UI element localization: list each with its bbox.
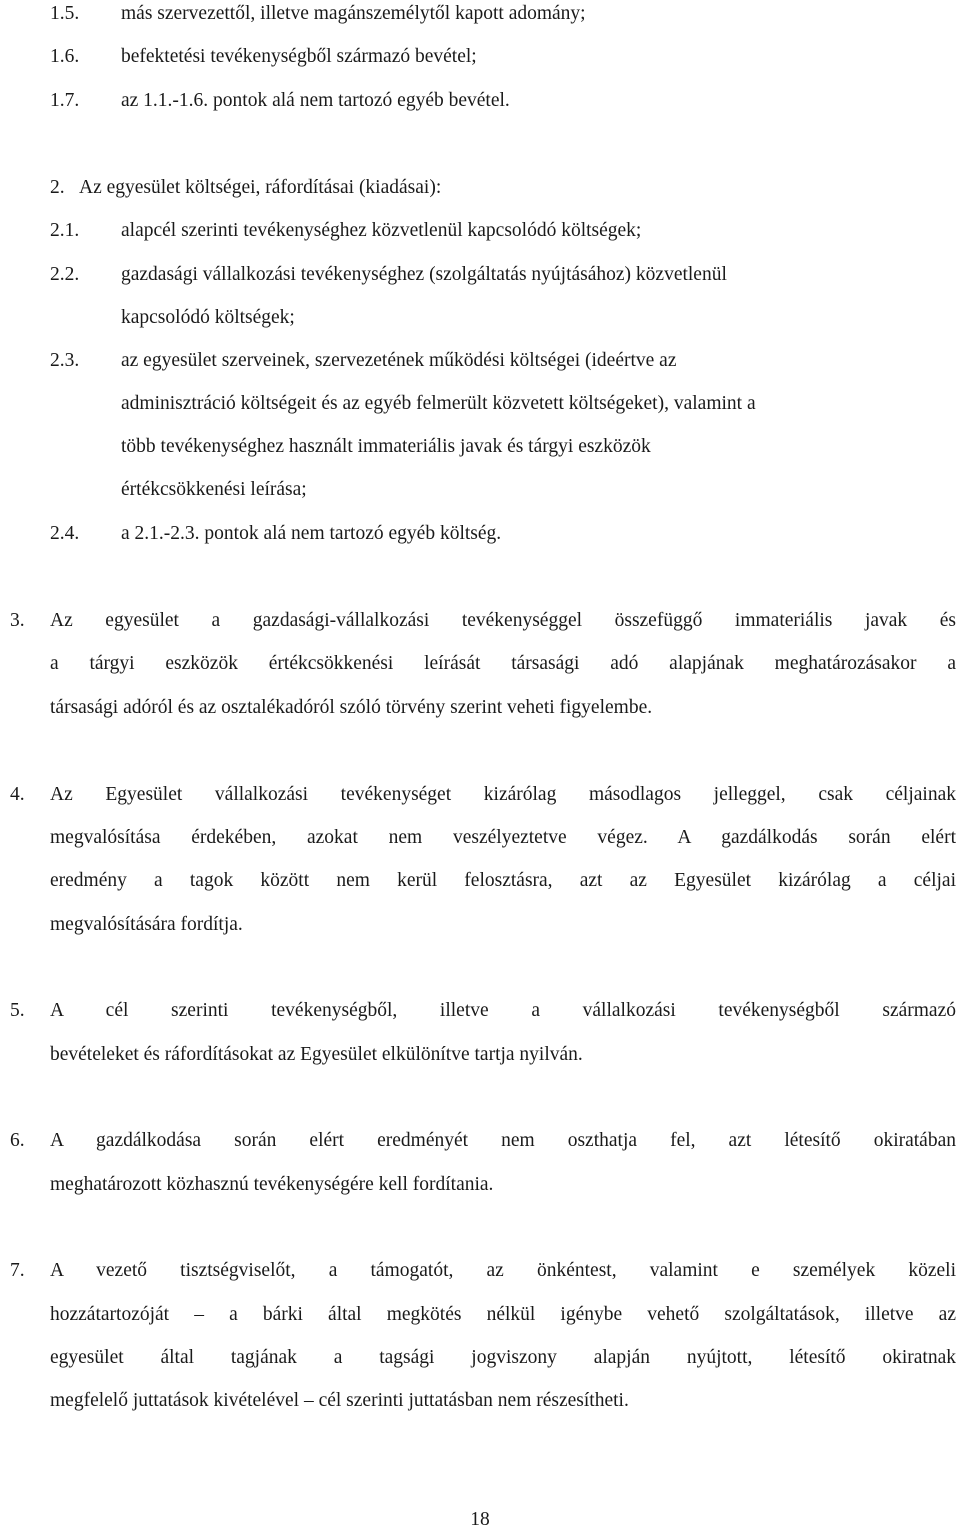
paragraph-line: A cél szerinti tevékenységből, illetve a vállalkozási tevékenységből származó [50, 1000, 956, 1021]
paragraph-line: Az egyesület a gazdasági-vállalkozási tevékenységgel összefüggő immateriális javak és [50, 610, 956, 631]
section-title: Az egyesület költségei, ráfordításai (kiadásai): [79, 177, 442, 198]
paragraph-line: megfelelő juttatások kivételével – cél szerinti juttatásban nem részesítheti. [50, 1390, 629, 1411]
paragraph-number: 7. [10, 1260, 25, 1281]
section-number: 2. [50, 177, 65, 198]
paragraph-line: társasági adóról és az osztalékadóról szóló törvény szerint veheti figyelembe. [50, 697, 653, 718]
paragraph-line: megvalósítására fordítja. [50, 914, 243, 935]
item-number: 2.1. [50, 220, 80, 241]
item-number: 2.3. [50, 350, 80, 371]
item-number: 1.5. [50, 3, 80, 24]
paragraph-number: 3. [10, 610, 25, 631]
item-number: 2.2. [50, 264, 80, 285]
paragraph-number: 6. [10, 1130, 25, 1151]
item-text: adminisztráció költségeit és az egyéb felmerült közvetett költségeket), valamint a [121, 393, 756, 414]
paragraph-line: meghatározott közhasznú tevékenységére kell fordítania. [50, 1174, 494, 1195]
paragraph-line: Az Egyesület vállalkozási tevékenységet kizárólag másodlagos jelleggel, csak céljainak [50, 784, 956, 805]
item-text: alapcél szerinti tevékenységhez közvetlenül kapcsolódó költségek; [121, 220, 642, 241]
paragraph-number: 4. [10, 784, 25, 805]
item-text: más szervezettől, illetve magánszemélytől kapott adomány; [121, 3, 586, 24]
item-text: az 1.1.-1.6. pontok alá nem tartozó egyéb bevétel. [121, 90, 510, 111]
item-number: 1.7. [50, 90, 80, 111]
item-text: befektetési tevékenységből származó bevétel; [121, 46, 477, 67]
paragraph-number: 5. [10, 1000, 25, 1021]
paragraph-line: megvalósítása érdekében, azokat nem veszélyeztetve végez. A gazdálkodás során elért [50, 827, 956, 848]
item-number: 2.4. [50, 523, 80, 544]
item-text: több tevékenységhez használt immateriális javak és tárgyi eszközök [121, 436, 651, 457]
paragraph-line: egyesület által tagjának a tagsági jogviszony alapján nyújtott, létesítő okiratnak [50, 1347, 956, 1368]
item-number: 1.6. [50, 46, 80, 67]
paragraph-line: hozzátartozóját – a bárki által megkötés nélkül igénybe vehető szolgáltatások, illetve az [50, 1304, 956, 1325]
page-number: 18 [470, 1509, 490, 1530]
paragraph-line: A gazdálkodása során elért eredményét nem oszthatja fel, azt létesítő okiratában [50, 1130, 956, 1151]
paragraph-line: bevételeket és ráfordításokat az Egyesület elkülönítve tartja nyilván. [50, 1044, 583, 1065]
paragraph-line: eredmény a tagok között nem kerül felosztásra, azt az Egyesület kizárólag a céljai [50, 870, 956, 891]
paragraph-line: a tárgyi eszközök értékcsökkenési leírását társasági adó alapjának meghatározásakor a [50, 653, 956, 674]
paragraph-line: A vezető tisztségviselőt, a támogatót, az önkéntest, valamint e személyek közeli [50, 1260, 956, 1281]
item-text: értékcsökkenési leírása; [121, 479, 307, 500]
item-text: az egyesület szerveinek, szervezetének működési költségei (ideértve az [121, 350, 677, 371]
item-text: a 2.1.-2.3. pontok alá nem tartozó egyéb költség. [121, 523, 502, 544]
item-text: kapcsolódó költségek; [121, 307, 295, 328]
item-text: gazdasági vállalkozási tevékenységhez (szolgáltatás nyújtásához) közvetlenül [121, 264, 727, 285]
